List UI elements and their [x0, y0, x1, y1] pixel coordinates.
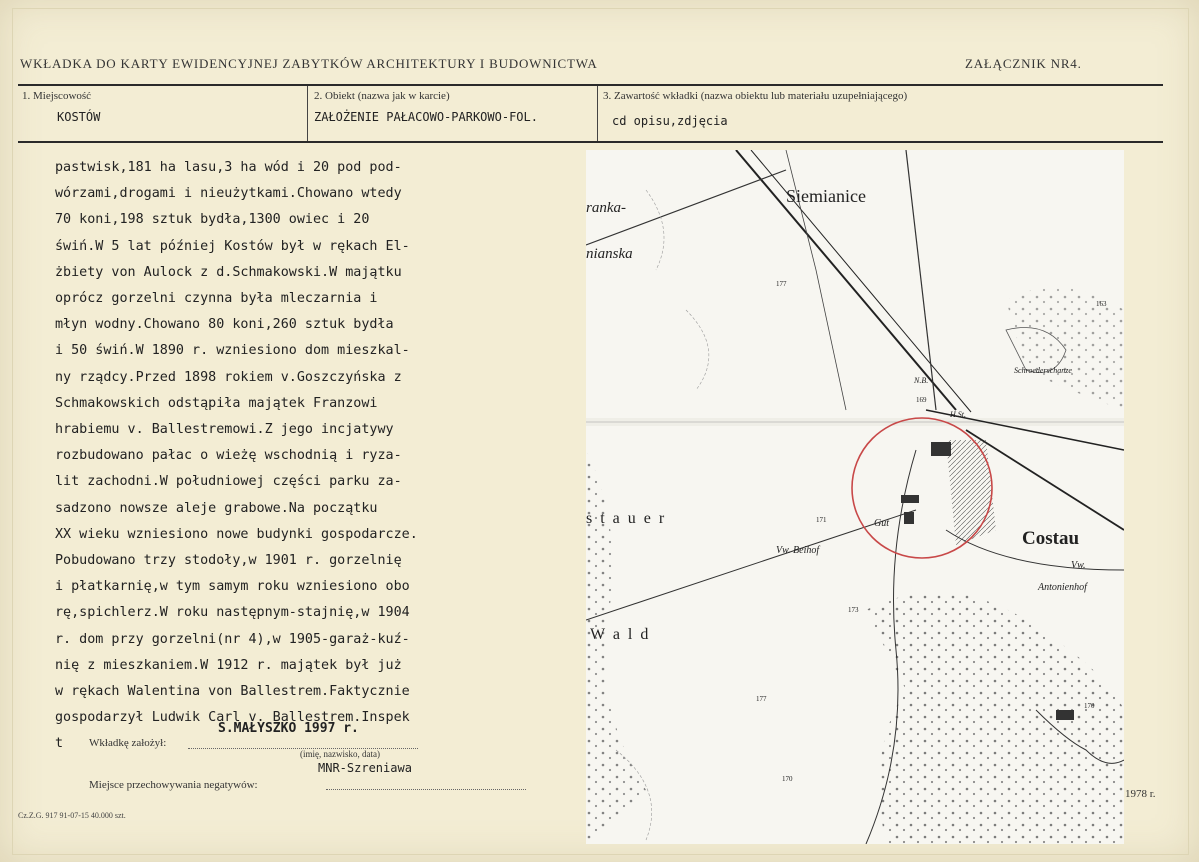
- map-label-stauer: s t a u e r: [586, 510, 667, 527]
- text-line: hrabiemu v. Ballestremowi.Z jego incjatywy: [55, 422, 394, 438]
- text-line: XX wieku wzniesiono nowe budynki gospodarcze.: [55, 526, 418, 542]
- map-drawing: [586, 150, 1124, 844]
- height-mark: 177: [776, 280, 787, 288]
- text-line: wórzami,drogami i nieużytkami.Chowano wtedy: [55, 186, 402, 202]
- content-value: cd opisu,zdjęcia: [612, 114, 728, 128]
- map-label-hst: H.St.: [950, 410, 966, 419]
- place-value: KOSTÓW: [57, 110, 101, 124]
- object-label: 2. Obiekt (nazwa jak w karcie): [314, 90, 450, 102]
- text-line: pastwisk,181 ha lasu,3 ha wód i 20 pod pod-: [55, 160, 402, 175]
- form-title: WKŁADKA DO KARTY EWIDENCYJNEJ ZABYTKÓW ARCHITEKTURY I BUDOWNICTWA: [20, 56, 598, 71]
- attachment-number: ZAŁĄCZNIK NR4.: [965, 56, 1082, 71]
- height-mark: 170: [782, 775, 793, 783]
- text-line: i 50 świń.W 1890 r. wzniesiono dom mieszkal-: [55, 343, 410, 359]
- text-line: żbiety von Aulock z d.Schmakowski.W majątku: [55, 264, 402, 280]
- map-label-schroeder: Schroederschanze: [1014, 366, 1072, 375]
- map-label-franka: ranka-: [586, 200, 626, 216]
- text-line: rę,spichlerz.W roku następnym-stajnię,w 1904: [55, 605, 410, 621]
- map-year: 1978 r.: [1125, 788, 1156, 800]
- map-label-gut: Gut: [874, 518, 889, 529]
- content-label: 3. Zawartość wkładki (nazwa obiektu lub materiału uzupełniającego): [603, 90, 908, 102]
- text-line: nię z mieszkaniem.W 1912 r. majątek był już: [55, 657, 402, 673]
- description-text: [55, 155, 580, 758]
- field-divider-2: [597, 86, 598, 142]
- prepared-by-value: S.MAŁYSZKO 1997 r.: [218, 721, 359, 736]
- text-line: młyn wodny.Chowano 80 koni,260 sztuk bydła: [55, 317, 394, 333]
- map-label-siemianice: Siemianice: [786, 186, 866, 206]
- height-mark: 170: [1084, 702, 1095, 710]
- map-label-costau: Costau: [1022, 528, 1080, 549]
- place-label: 1. Miejscowość: [22, 90, 92, 102]
- map-label-antonienhof: Antonienhof: [1038, 582, 1087, 593]
- text-line: i płatkarnię,w tym samym roku wzniesiono obo: [55, 579, 410, 595]
- storage-line: [326, 789, 526, 790]
- text-line: r. dom przy gorzelni(nr 4),w 1905-garaż-kuź-: [55, 631, 410, 647]
- text-line: w rękach Walentina von Ballestrem.Faktycznie: [55, 684, 410, 700]
- header-rule-bottom: [18, 141, 1163, 143]
- text-line: lit zachodni.W południowej części parku za-: [55, 474, 402, 490]
- prepared-by-label: Wkładkę założył:: [89, 737, 167, 749]
- map-label-beihof: Vw. Beihof: [776, 545, 820, 556]
- field-divider-1: [307, 86, 308, 142]
- map-label-nianska: nianska: [586, 246, 633, 262]
- text-line: rozbudowano pałac o wieżę wschodnią i ryza-: [55, 448, 402, 464]
- storage-value: MNR-Szreniawa: [318, 761, 412, 775]
- text-line: 70 koni,198 sztuk bydła,1300 owiec i 20: [55, 212, 370, 228]
- map-label-wald: W a l d: [590, 626, 651, 643]
- storage-label: Miejsce przechowywania negatywów:: [89, 779, 258, 791]
- historic-map: [586, 150, 1124, 844]
- text-line: gospodarzył Ludwik Carl v. Ballestrem.Inspek: [55, 710, 410, 726]
- text-line: sadzono nowsze aleje grabowe.Na początku: [55, 500, 378, 516]
- map-label-nb: N.B.: [914, 376, 929, 385]
- text-line: ny rządcy.Przed 1898 rokiem v.Goszczyńska z: [55, 369, 402, 385]
- text-line: t: [55, 736, 64, 752]
- print-footer: Cz.Z.G. 917 91-07-15 40.000 szt.: [18, 811, 126, 820]
- height-mark: 177: [756, 695, 767, 703]
- name-date-hint: (imię, nazwisko, data): [300, 749, 380, 759]
- text-line: Pobudowano trzy stodoły,w 1901 r. gorzelnię: [55, 553, 402, 569]
- height-mark: 171: [816, 516, 827, 524]
- map-label-vw: Vw.: [1071, 560, 1086, 571]
- text-line: Schmakowskich odstąpiła majątek Franzowi: [55, 395, 378, 411]
- height-mark: 173: [848, 606, 859, 614]
- height-mark: 169: [916, 396, 927, 404]
- text-line: świń.W 5 lat później Kostów był w rękach El-: [55, 238, 410, 254]
- object-value: ZAŁOŻENIE PAŁACOWO-PARKOWO-FOL.: [314, 110, 538, 124]
- height-mark: 163: [1096, 300, 1107, 308]
- header-rule-top: [18, 84, 1163, 86]
- text-line: oprócz gorzelni czynna była mleczarnia i: [55, 291, 378, 307]
